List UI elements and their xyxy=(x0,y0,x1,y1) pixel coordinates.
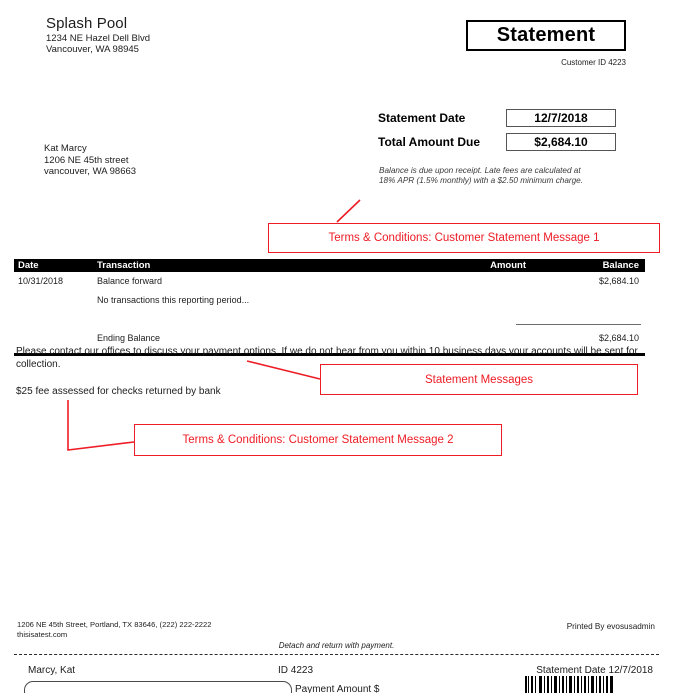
annotation-statement-messages xyxy=(320,364,638,395)
detach-dashed-divider xyxy=(14,654,659,655)
stub-customer-name: Marcy, Kat xyxy=(28,665,76,676)
statement-message-2: $25 fee assessed for checks returned by bank xyxy=(16,386,221,397)
column-header-transaction: Transaction xyxy=(97,260,151,271)
annotation-label: Terms & Conditions: Customer Statement Message 2 xyxy=(182,434,454,446)
statement-date-label: Statement Date xyxy=(378,111,466,125)
payment-amount-label: Payment Amount $ xyxy=(295,684,380,693)
stub-statement-date: Statement Date 12/7/2018 xyxy=(536,665,653,676)
company-info-block xyxy=(46,16,150,55)
customer-id-label: Customer ID 4223 xyxy=(561,58,626,67)
total-amount-due-value: $2,684.10 xyxy=(506,133,616,151)
stub-customer-id: ID 4223 xyxy=(278,665,314,676)
printed-by-label: Printed By evosusadmin xyxy=(566,622,655,631)
page-title: Statement xyxy=(496,24,596,46)
footer-address-line: 1206 NE 45th Street, Portland, TX 83646, (222) 222-2222 xyxy=(17,620,212,629)
statement-date-value: 12/7/2018 xyxy=(506,109,616,127)
total-amount-due-row xyxy=(378,133,616,151)
footer-website: thisisatest.com xyxy=(17,629,68,639)
company-address-line-1: 1234 NE Hazel Dell Blvd xyxy=(46,33,151,44)
annotation-terms-conditions-2 xyxy=(134,424,502,456)
footer-address-block xyxy=(17,620,211,639)
cell-balance: $2,684.10 xyxy=(598,276,639,286)
stub-address-box xyxy=(24,681,292,693)
column-header-balance: Balance xyxy=(602,260,639,271)
customer-address-line-2: vancouver, WA 98663 xyxy=(44,166,137,177)
total-amount-due-label: Total Amount Due xyxy=(378,135,480,149)
company-address-line-2: Vancouver, WA 98945 xyxy=(46,44,139,55)
cell-transaction: Ending Balance xyxy=(97,333,161,343)
table-row xyxy=(14,291,645,310)
late-fee-disclaimer: Balance is due upon receipt. Late fees are calculated at 18% APR (1.5% monthly) with a $2.50 minimum charge. xyxy=(379,166,584,186)
company-name: Splash Pool xyxy=(46,15,128,32)
customer-address-block xyxy=(44,143,136,178)
summary-block xyxy=(378,109,616,157)
table-header-row xyxy=(14,259,645,272)
column-header-amount: Amount xyxy=(490,260,526,271)
table-row xyxy=(14,310,645,329)
table-row xyxy=(14,272,645,291)
cell-balance: $2,684.10 xyxy=(598,333,639,343)
barcode-icon xyxy=(525,676,613,693)
subtotal-divider xyxy=(516,324,641,325)
annotation-label: Terms & Conditions: Customer Statement Message 1 xyxy=(328,232,600,244)
statement-message-1: Please contact our offices to discuss your payment options. If we do not hear from you within 10 business days your accounts will be sent for collection. xyxy=(16,346,638,370)
customer-name: Kat Marcy xyxy=(44,143,87,154)
cell-transaction: No transactions this reporting period... xyxy=(97,295,250,305)
statement-date-row xyxy=(378,109,616,127)
transaction-table xyxy=(14,259,645,348)
cell-date: 10/31/2018 xyxy=(18,276,64,286)
customer-address-line-1: 1206 NE 45th street xyxy=(44,154,129,166)
annotation-label: Statement Messages xyxy=(424,373,534,386)
annotation-terms-conditions-1 xyxy=(268,223,660,253)
document-title-box xyxy=(466,20,626,51)
detach-notice: Detach and return with payment. xyxy=(278,641,395,650)
column-header-date: Date xyxy=(18,260,39,271)
cell-transaction: Balance forward xyxy=(97,276,163,286)
